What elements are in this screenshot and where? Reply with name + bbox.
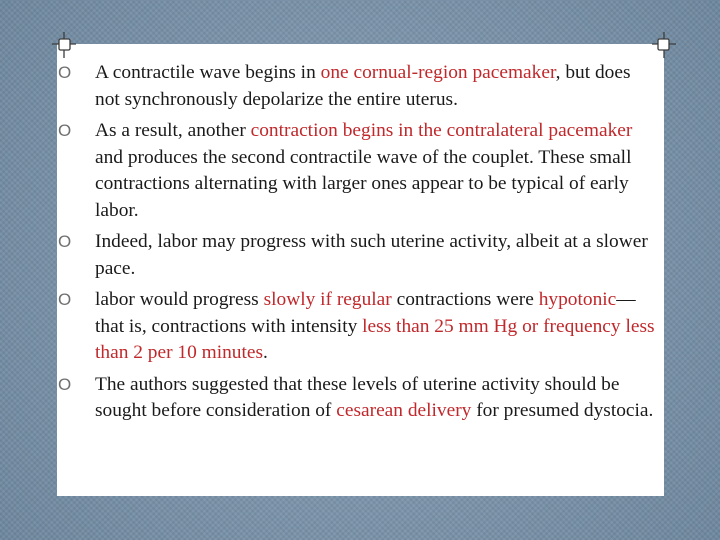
highlight-text: contraction begins in the contralateral pacemaker	[250, 120, 633, 141]
bullet-text: , but does not synchronously depolarize the entire uterus.	[95, 62, 631, 110]
corner-ornament-top-left	[50, 30, 80, 62]
bullet-marker: O	[58, 290, 72, 309]
bullet-item	[58, 118, 658, 224]
bullet-text: contractions were	[391, 289, 539, 310]
bullet-text: As a result, another	[95, 120, 251, 141]
bullet-item	[58, 372, 658, 425]
highlight-text: hypotonic	[538, 289, 617, 310]
bullet-marker: O	[58, 63, 72, 82]
bullet-marker: O	[58, 121, 72, 140]
bullet-marker: O	[58, 232, 72, 251]
highlight-text: less than 25 mm Hg or frequency less than 2 per 10 minutes	[95, 315, 655, 363]
bullet-list	[58, 60, 658, 430]
bullet-text: The authors suggested that these levels of uterine activity should be sought before consideration of	[95, 373, 620, 421]
bullet-text: for presumed dystocia.	[471, 400, 654, 421]
bullet-text: Indeed, labor may progress with such uterine activity, albeit at a slower pace.	[95, 231, 648, 279]
bullet-marker: O	[58, 374, 72, 394]
highlight-text: cesarean delivery	[336, 400, 472, 421]
bullet-text: —that is, contractions with intensity	[95, 289, 636, 337]
bullet-text: and produces the second contractile wave of the couplet. These small contractions alternating with larger ones appear to be typical of early labor.	[95, 146, 632, 221]
bullet-item	[58, 229, 658, 282]
highlight-text: one cornual-region pacemaker	[320, 62, 556, 83]
bullet-text: labor would progress	[95, 289, 264, 310]
bullet-item	[58, 60, 658, 113]
highlight-text: slowly if regular	[263, 289, 392, 310]
bullet-item	[58, 287, 658, 367]
corner-ornament-top-right	[648, 30, 678, 62]
bullet-text: .	[263, 342, 268, 363]
bullet-text: A contractile wave begins in	[95, 62, 321, 83]
